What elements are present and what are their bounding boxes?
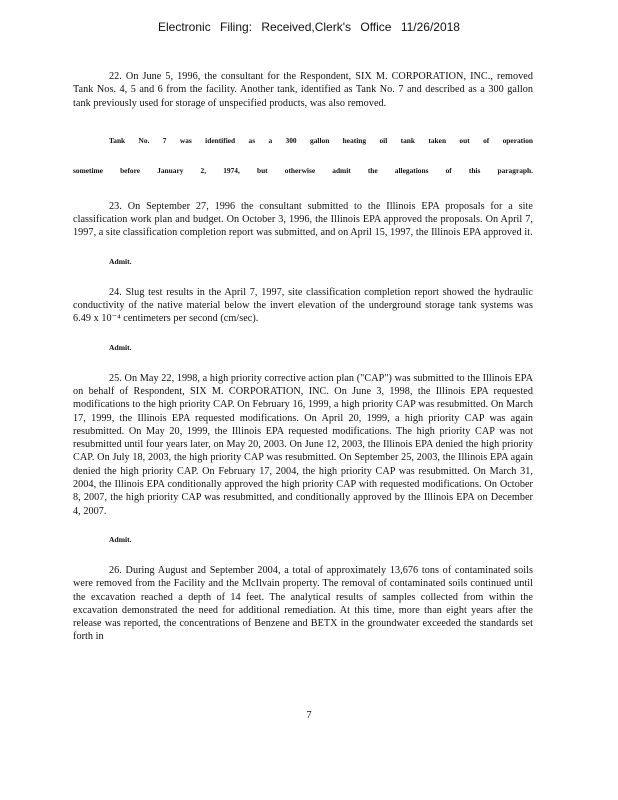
response-24: Admit. [109,342,132,352]
document-body [73,70,533,660]
response-22-line-2: sometime before January 2, 1974, but otherwise admit the allegations of this paragraph. [73,165,533,175]
response-25: Admit. [109,534,132,544]
paragraph-26: 26. During August and September 2004, a total of approximately 13,676 tons of contaminated soils were removed from the Facility and the McIlvain property. The removal of contaminated soils continued until the excavation reached a depth of 14 feet. The analytical results of samples collected from within the excavation demonstrated the need for additional remediation. At this time, more than eight years after the release was reported, the concentrations of Benzene and BETX in the groundwater exceeded the standards set forth in [73,564,533,643]
paragraph-24: 24. Slug test results in the April 7, 1997, site classification completion report showed the hydraulic conductivity of the native material below the invert elevation of the underground storage tank systems was 6.49 x 10⁻⁴ centimeters per second (cm/sec). [73,286,533,325]
filing-header: Electronic Filing: Received,Clerk's Office 11/26/2018 [158,20,460,34]
page-number: 7 [306,710,312,721]
paragraph-23: 23. On September 27, 1996 the consultant submitted to the Illinois EPA proposals for a site classification work plan and budget. On October 3, 1996, the Illinois EPA approved the proposals. On April 7, 1997, a site classification completion report was submitted, and on April 15, 1997, the Illinois EPA approved it. [73,200,533,239]
response-23: Admit. [109,256,132,266]
response-22-line-1: Tank No. 7 was identified as a 300 gallon heating oil tank taken out of operation [109,135,533,145]
paragraph-25: 25. On May 22, 1998, a high priority corrective action plan ("CAP") was submitted to the Illinois EPA on behalf of Respondent, SIX M. CORPORATION, INC. On June 3, 1998, the Illinois EPA requested modifications to the high priority CAP. On February 16, 1999, a high priority CAP was resubmitted. On March 17, 1999, the Illinois EPA requested modifications. On April 20, 1999, a high priority CAP was again resubmitted. On May 20, 1999, the Illinois EPA requested modifications. The high priority CAP was not resubmitted until four years later, on May 20, 2003. On June 12, 2003, the Illinois EPA denied the high priority CAP. On July 18, 2003, the high priority CAP was resubmitted. On September 25, 2003, the Illinois EPA again denied the high priority CAP. On February 17, 2004, the high priority CAP was resubmitted. On March 31, 2004, the Illinois EPA conditionally approved the high priority CAP with requested modifications. On October 8, 2007, the high priority CAP was resubmitted, and conditionally approved by the Illinois EPA on December 4, 2007. [73,372,533,517]
response-22 [73,126,533,186]
paragraph-22: 22. On June 5, 1996, the consultant for the Respondent, SIX M. CORPORATION, INC., removed Tank Nos. 4, 5 and 6 from the facility. Another tank, identified as Tank No. 7 and described as a 300 gallon tank previously used for storage of unspecified products, was also removed. [73,71,533,109]
